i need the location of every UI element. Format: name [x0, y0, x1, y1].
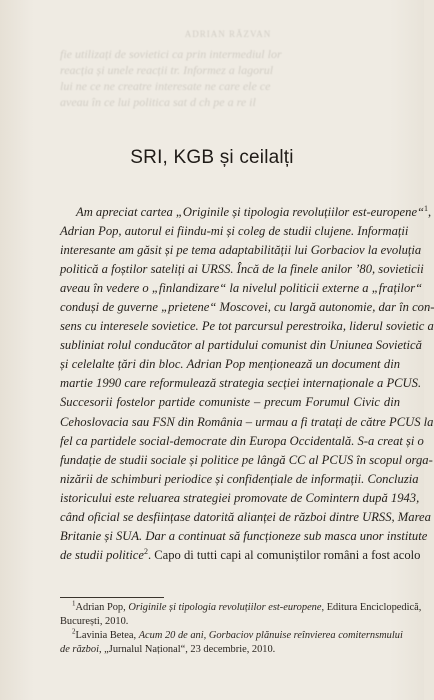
footnote-1-cont: București, 2010. — [60, 616, 129, 627]
footnote-1: $^1$Adrian Pop, Originile și tipologia revoluțiilor est-europene, Editura Enciclopedică, — [72, 599, 422, 613]
paragraph-line: Adrian Pop, autorul ei fiindu-mi și coleg de studii clujene. Informații — [60, 224, 409, 239]
paragraph-line: nizării de schimburi periodice și confidențiale de informații. Concluzia — [60, 471, 419, 486]
paragraph-line: Britanie și SUA. Dar a continuat să funcționeze sub masca unor institute — [60, 528, 428, 543]
paragraph-line: și celelalte țări din bloc. Adrian Pop menționează un document din — [60, 357, 400, 372]
paragraph-line: politică a foștilor sateliți ai URSS. Încă de la finele anilor ’80, sovieticii — [60, 262, 424, 277]
paragraph-line: Cehoslovacia sau FSN din România – urmau a fi tratați de către PCUS la — [60, 414, 434, 429]
footnotes — [60, 599, 422, 657]
footnote-2: $^2$Lavinia Betea, Acum 20 de ani, Gorbaciov plănuise reînvierea comiternsmului — [72, 627, 403, 641]
paragraph-line: sens cu interesele sovietice. Pe tot parcursul perestroika, liderul sovietic a — [60, 319, 434, 334]
bleed-through-text — [60, 26, 396, 110]
paragraph-line: fel ca partidele social-democrate din Europa Occidentală. S-a creat și o — [60, 433, 424, 448]
paragraph-line: martie 1990 care reformulează strategia secției internaționale a PCUS. — [60, 376, 422, 391]
footnote-ref-1: 1 — [424, 203, 429, 213]
paragraph-line: aveau în vedere o „finlandizare“ la nivelul politicii externe a „fraților“ — [60, 281, 423, 296]
bleed-line: lui ne ce ne creatre interesate ne care ele ce — [60, 79, 271, 93]
bleed-line: reacția și unele reacții tr. Informez a lagorul — [60, 63, 274, 77]
paragraph-line: interesante am găsit și pe tema adaptabilității lui Gorbaciov la evoluția — [60, 243, 422, 258]
paragraph-line: Am apreciat cartea „Originile și tipologia revoluțiilor est-europene“$^1$, — [76, 203, 432, 219]
footnote-ref-2: 2 — [143, 546, 148, 556]
paragraph-line: istoricului este reluarea strategiei promovate de Comintern după 1943, — [60, 490, 420, 505]
bleed-line: aveau în ce lui politica sat d ch pe a re il — [60, 95, 256, 109]
footnote-2-cont: de război, „Jurnalul Național“, 23 decembrie, 2010. — [60, 644, 276, 655]
paragraph-line: când oficial se desființase datorită alianței de război dintre URSS, Marea — [60, 509, 431, 524]
footnote-divider — [60, 597, 164, 598]
section-title: SRI, KGB și ceilalți — [130, 147, 294, 168]
paragraph-line: subliniat rolul conducător al partidului comunist din Uniunea Sovietică — [60, 338, 422, 353]
paragraph-line: fundație de studii sociale și politice pe lângă CC al PCUS în scopul orga- — [60, 452, 433, 467]
paragraph-line: Succesorii fostelor partide comuniste – precum Forumul Civic din — [60, 395, 400, 410]
body-paragraph — [60, 203, 434, 565]
bleed-header: ADRIAN RĂZVAN — [184, 29, 272, 39]
paragraph-line: de studii politice$^2$. Capo di tutti capi al comuniștilor români a fost acolo — [60, 546, 421, 562]
paragraph-line: conduși de guverne „prietene“ Moscovei, cu largă autonomie, dar în con- — [60, 300, 434, 315]
bleed-line: fie utilizați de sovietici ca prin intermediul lor — [60, 47, 282, 61]
